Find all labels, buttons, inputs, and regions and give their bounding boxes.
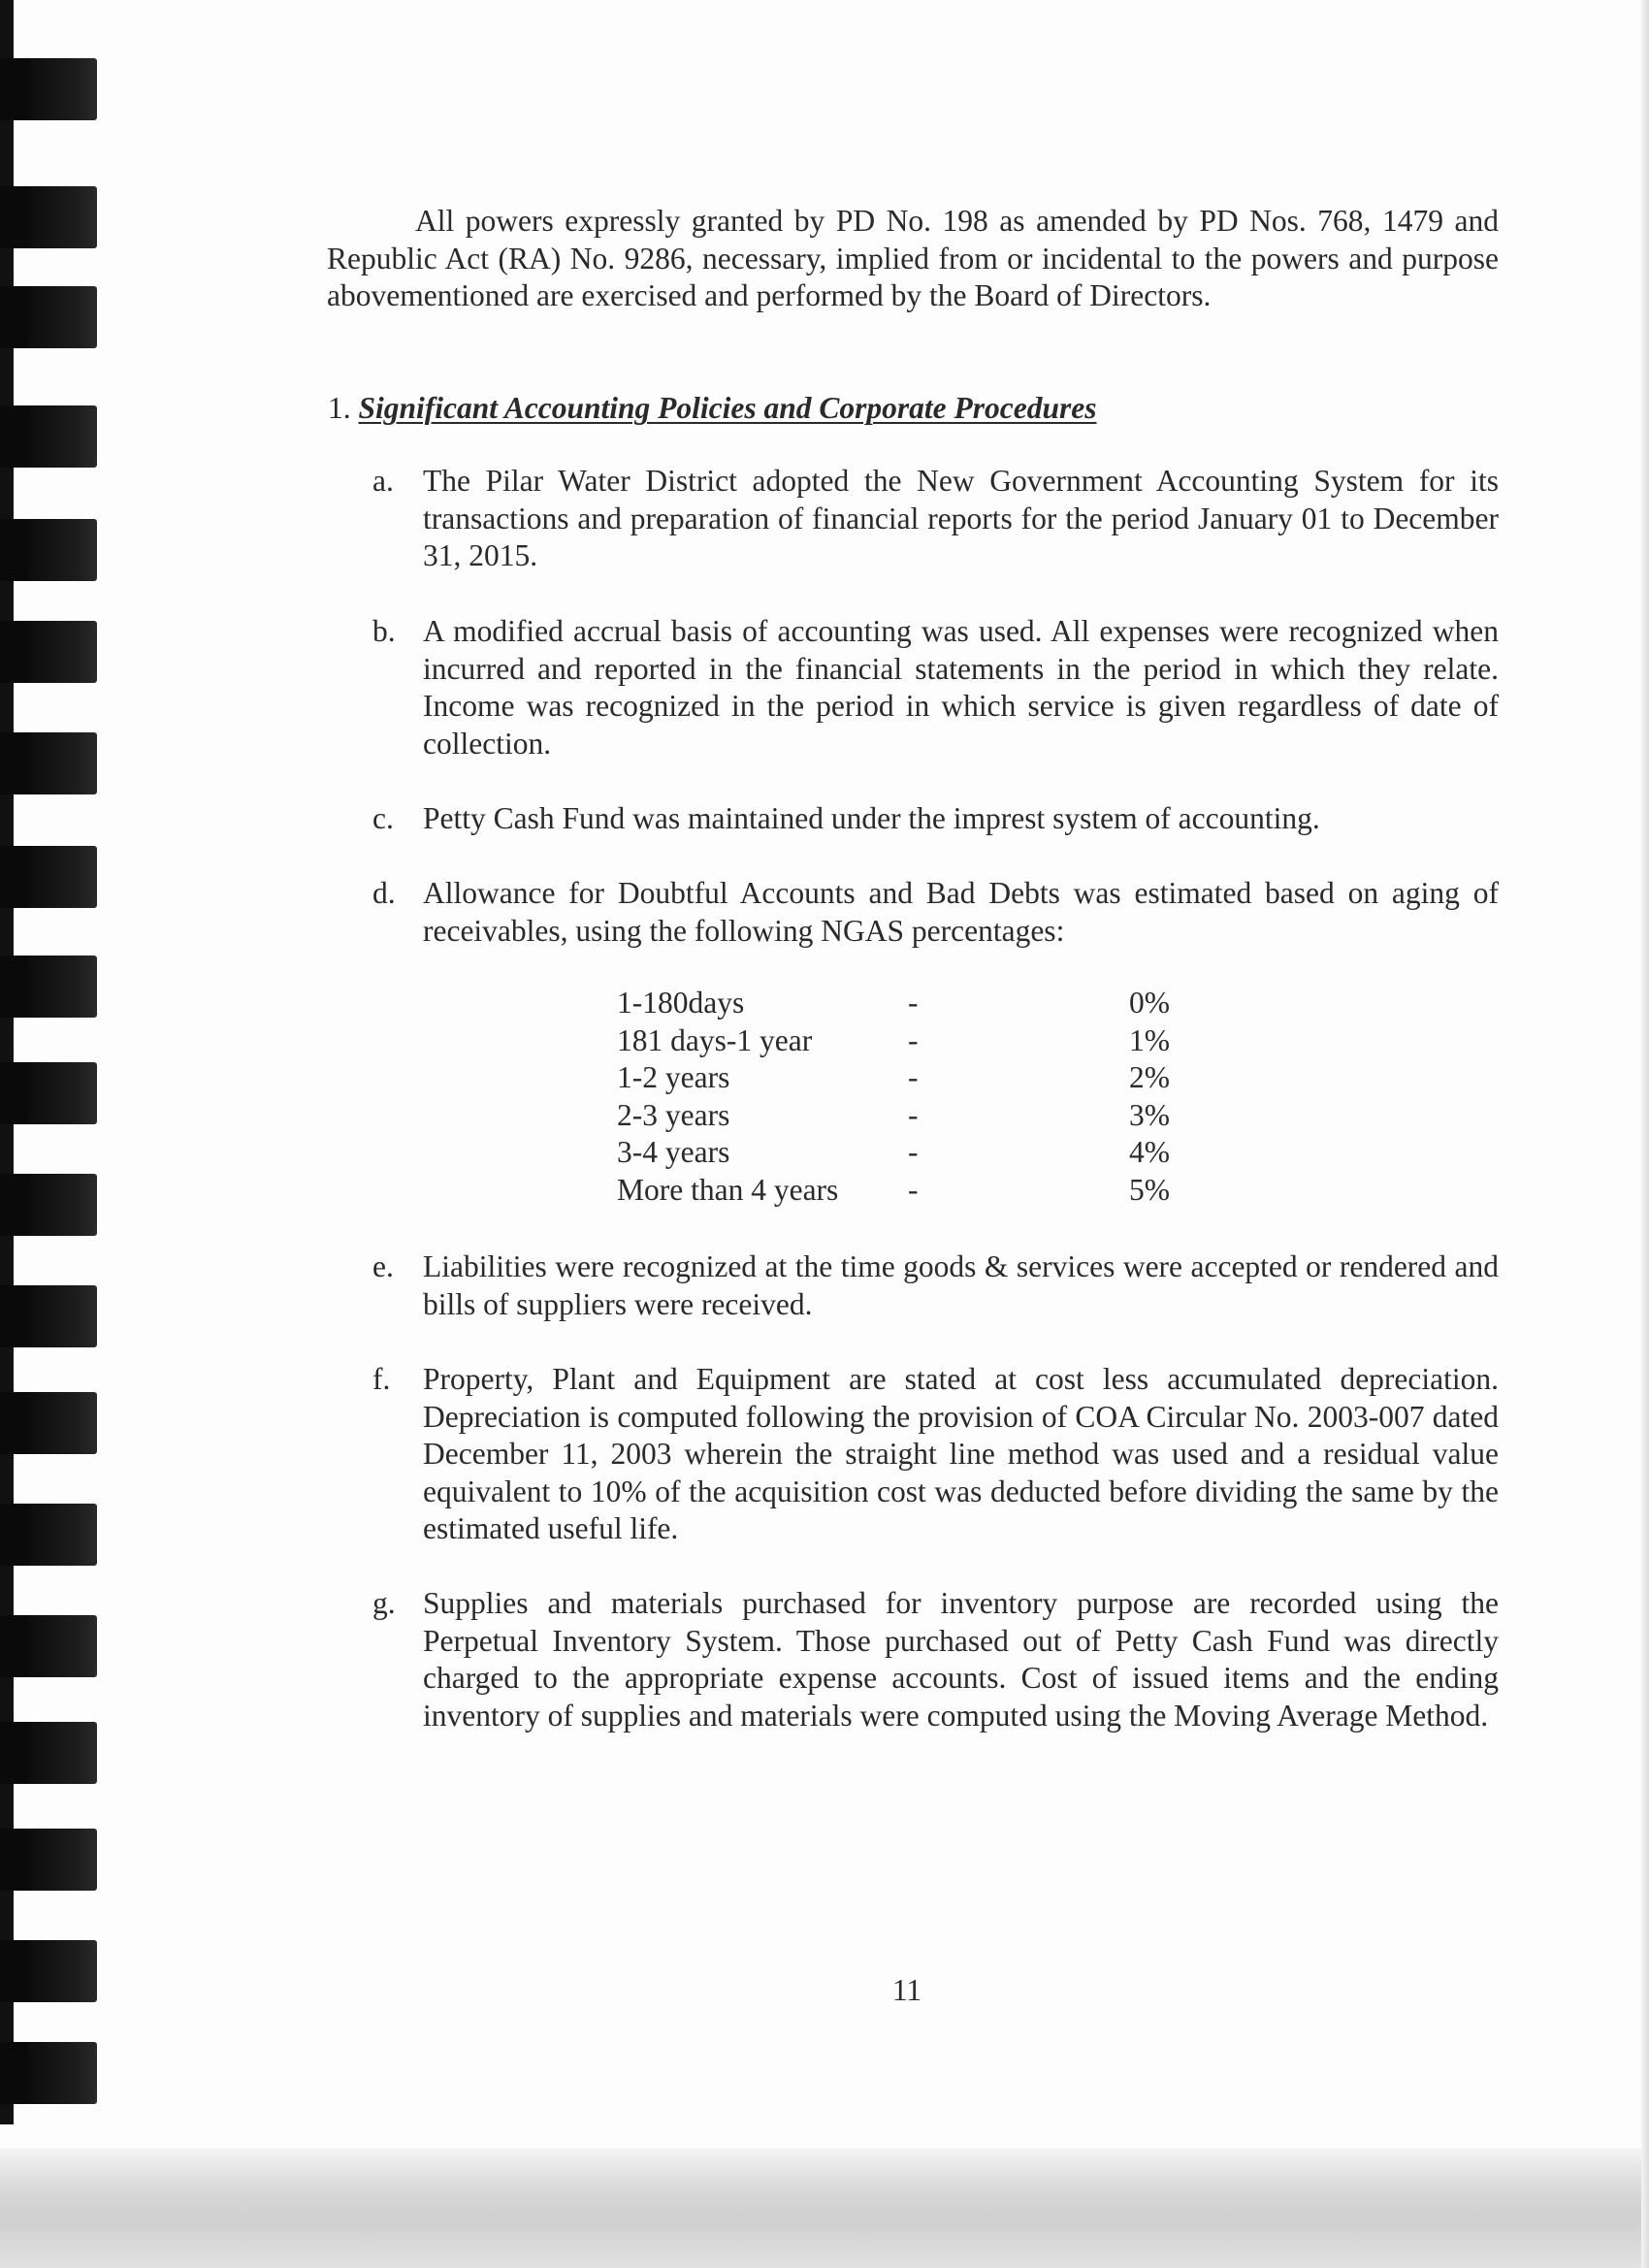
- binding-hole: [0, 1285, 97, 1347]
- aging-dash: -: [908, 1060, 919, 1095]
- aging-percent: 0%: [1129, 986, 1170, 1020]
- policy-item-c: [372, 800, 1499, 838]
- binding-hole: [0, 732, 97, 794]
- binding-hole: [0, 286, 97, 348]
- aging-period: 181 days-1 year: [617, 1022, 813, 1057]
- policy-item-g: [372, 1585, 1499, 1734]
- policy-item-d: [372, 875, 1499, 950]
- item-text: Allowance for Doubtful Accounts and Bad Debts was estimated based on aging of receivables, using the following NGAS percentages:: [423, 876, 1499, 948]
- scan-shadow: [0, 2149, 1649, 2268]
- table-row: [617, 985, 1170, 1022]
- item-marker: g.: [372, 1586, 396, 1620]
- aging-percent: 3%: [1129, 1097, 1170, 1132]
- binding-hole: [0, 1940, 97, 2002]
- aging-percent: 1%: [1129, 1022, 1170, 1057]
- item-text: Property, Plant and Equipment are stated at cost less accumulated depreciation. Depreciation is computed following the provision of COA Circular No. 2003-007 dated December 11, 2003 wherein the straight line method was used and a residual value equivalent to 10% of the acquisition cost was deducted before dividing the same by the estimated useful life.: [423, 1362, 1499, 1546]
- spiral-binding: [0, 0, 107, 2268]
- binding-hole: [0, 1504, 97, 1566]
- aging-dash: -: [908, 1135, 919, 1170]
- binding-hole: [0, 1722, 97, 1784]
- binding-hole: [0, 1829, 97, 1891]
- aging-period: 1-2 years: [617, 1060, 730, 1095]
- table-row: [617, 1172, 1170, 1210]
- item-text: Petty Cash Fund was maintained under the imprest system of accounting.: [423, 801, 1320, 835]
- aging-period: More than 4 years: [617, 1172, 839, 1207]
- aging-percent: 2%: [1129, 1060, 1170, 1095]
- page-number: 11: [891, 1973, 922, 2007]
- table-row: [617, 1059, 1170, 1097]
- binding-hole: [0, 956, 97, 1018]
- section-number: 1.: [328, 391, 351, 425]
- item-marker: e.: [372, 1249, 394, 1283]
- table-row: [617, 1097, 1170, 1135]
- item-text: The Pilar Water District adopted the New Government Accounting System for its transactions and preparation of financial reports for the period January 01 to December 31, 2015.: [423, 464, 1499, 573]
- page-edge: [1641, 0, 1649, 2268]
- table-row: [617, 1134, 1170, 1172]
- item-marker: b.: [372, 614, 396, 648]
- aging-period: 3-4 years: [617, 1135, 730, 1170]
- section-heading: [328, 390, 1097, 427]
- policy-item-f: [372, 1361, 1499, 1548]
- aging-dash: -: [908, 1097, 919, 1132]
- binding-hole: [0, 405, 97, 468]
- table-row: [617, 1022, 1170, 1060]
- binding-hole: [0, 1062, 97, 1124]
- item-marker: a.: [372, 464, 394, 498]
- aging-percent: 4%: [1129, 1135, 1170, 1170]
- binding-hole: [0, 186, 97, 248]
- item-text: Supplies and materials purchased for inventory purpose are recorded using the Perpetual Inventory System. Those purchased out of Petty Cash Fund was directly charged to the appropriate expense accounts. Cost of issued items and the ending inventory of supplies and materials were computed using the Moving Average Method.: [423, 1586, 1499, 1733]
- binding-hole: [0, 2042, 97, 2104]
- binding-hole: [0, 621, 97, 683]
- aging-dash: -: [908, 986, 919, 1020]
- aging-period: 1-180days: [617, 986, 745, 1020]
- binding-hole: [0, 846, 97, 908]
- item-marker: f.: [372, 1362, 391, 1396]
- policy-item-e: [372, 1248, 1499, 1323]
- binding-hole: [0, 1174, 97, 1236]
- binding-hole: [0, 519, 97, 581]
- binding-hole: [0, 1392, 97, 1454]
- aging-period: 2-3 years: [617, 1097, 730, 1132]
- item-text: A modified accrual basis of accounting was used. All expenses were recognized when incurred and reported in the financial statements in the period in which they relate. Income was recognized in the period in which service is given regardless of date of collection.: [423, 614, 1499, 761]
- aging-dash: -: [908, 1172, 919, 1207]
- binding-hole: [0, 1615, 97, 1677]
- aging-percent: 5%: [1129, 1172, 1170, 1207]
- aging-percentage-table: [617, 985, 1170, 1210]
- aging-dash: -: [908, 1022, 919, 1057]
- policy-item-a: [372, 463, 1499, 575]
- policy-item-b: [372, 613, 1499, 762]
- binding-hole: [0, 58, 97, 120]
- item-marker: d.: [372, 876, 396, 910]
- item-marker: c.: [372, 801, 394, 835]
- section-title: Significant Accounting Policies and Corporate Procedures: [358, 391, 1097, 425]
- intro-paragraph: All powers expressly granted by PD No. 198 as amended by PD Nos. 768, 1479 and Republic Act (RA) No. 9286, necessary, implied from or incidental to the powers and purpose abovementioned are exercised and performed by the Board of Directors.: [327, 204, 1499, 313]
- item-text: Liabilities were recognized at the time goods & services were accepted or rendered and bills of suppliers were received.: [423, 1249, 1499, 1321]
